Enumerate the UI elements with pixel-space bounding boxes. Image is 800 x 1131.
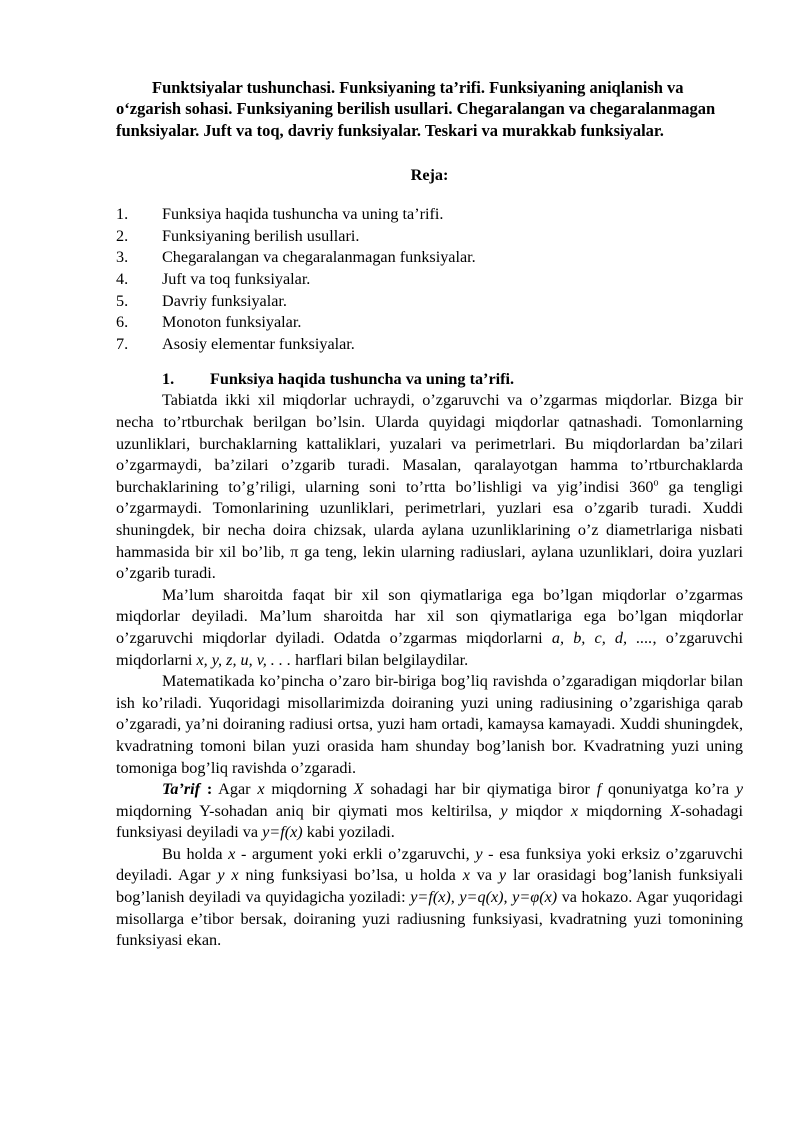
section-number: 1. xyxy=(162,369,175,388)
math-symbol: x xyxy=(257,780,265,799)
math-formula: y=f(x), y=q(x), y=φ(x) xyxy=(410,888,558,907)
plan-list xyxy=(116,204,743,356)
text-run: ning funksiyasi bo’lsa, u holda xyxy=(238,866,463,885)
list-item-text: Monoton funksiyalar. xyxy=(162,313,302,332)
math-symbol: x xyxy=(231,866,239,885)
text-run: ga tengligi o’zgarmaydi. Tomonlarining uzunliklari, perimetrlari, yuzlari esa o’zgarib turadi. Xuddi shuningdek, bir necha doira chizsak, ularda aylana uzunliklarining o’z diametrlariga nisbati hammasida bir xil bo’lib, π ga teng, lekin ularning radiuslari, aylana uzunliklari, doira yuzlari o’zgarib turadi. xyxy=(116,477,743,583)
variables-symbols: x, y, z, u, v, . . . xyxy=(196,650,292,669)
text-run: : xyxy=(200,780,213,799)
plan-heading: Reja: xyxy=(410,165,449,184)
paragraph-definition xyxy=(116,779,743,844)
list-item xyxy=(116,291,743,313)
text-run: miqdor xyxy=(507,801,571,820)
list-item-text: Funksiyaning berilish usullari. xyxy=(162,226,360,245)
math-symbol: y xyxy=(500,801,508,820)
text-run: Agar xyxy=(212,780,258,799)
math-symbol: y xyxy=(498,866,507,885)
section-heading xyxy=(116,369,743,391)
list-item-text: Juft va toq funksiyalar. xyxy=(162,270,311,288)
list-item xyxy=(116,312,743,334)
list-item-text: Asosiy elementar funksiyalar. xyxy=(162,335,355,354)
text-run: -sohadagi funksiyasi deyiladi va xyxy=(116,801,744,842)
text-run: Tabiatda ikki xil miqdorlar uchraydi, o’zgaruvchi va o’zgarmas miqdorlar. Bizga bir necha to’rtburchak berilgan bo’lsin. Ularda quyidagi miqdorlar qatnashadi. Tomonlarning uzunliklari, burchaklarning kattaliklari, yuzalari va perimetrlari. Bu miqdorlardan ba’zilari o’zgarmaydi, ba’zilari o’zgarib turadi. Masalan, qaralayotgan hamma to’rtburchaklarda burchaklarining to’g’riligi, ularning soni to’rtta bo’lishligi va yig’indisi 360 xyxy=(116,391,743,496)
list-item xyxy=(116,204,743,226)
text-run: kabi yoziladi. xyxy=(302,823,395,842)
text-run: va xyxy=(469,866,499,885)
document-title: Funktsiyalar tushunchasi. Funksiyaning ta’rifi. Funksiyaning aniqlanish va o‘zgarish sohasi. Funksiyaning berilish usullari. Chegaralangan va chegaralanmagan funksiyalar. Juft va toq, davriy funksiyalar. Teskari va murakkab funksiyalar. xyxy=(116,78,716,140)
list-item-number: 2. xyxy=(116,226,129,245)
list-item xyxy=(116,334,743,356)
text-run: miqdorning xyxy=(264,780,354,799)
math-symbol: y xyxy=(217,866,225,885)
math-symbol: f xyxy=(596,780,602,799)
list-item-number: 5. xyxy=(116,291,129,310)
list-item-number: 6. xyxy=(116,313,129,332)
list-item-number: 7. xyxy=(116,335,129,354)
text-run: qonuniyatga ko’ra xyxy=(601,780,736,799)
paragraph-argument-function xyxy=(116,844,743,952)
math-formula: y=f(x) xyxy=(262,823,303,842)
list-item xyxy=(116,226,743,248)
math-symbol: x xyxy=(228,844,236,863)
math-symbol: X xyxy=(670,801,681,820)
degree-mark: o xyxy=(653,477,659,489)
text-run: Ma’lum sharoitda faqat bir xil son qiymatlariga ega bo’lgan miqdorlar o’zgarmas miqdorlar deyiladi. Ma’lum sharoitda har xil son qiymatlariga ega bo’lgan miqdorlar o’zgaruvchi miqdorlar dyiladi. Odatda o’zgarmas miqdorlarni xyxy=(116,585,743,647)
list-item-number: 3. xyxy=(116,248,129,267)
list-item-number: 1. xyxy=(116,204,129,223)
math-symbol: y xyxy=(475,844,483,863)
constants-symbols: a, b, c, d, .... xyxy=(551,628,653,647)
list-item xyxy=(116,247,743,269)
math-symbol: x xyxy=(570,801,579,820)
list-item-number: 4. xyxy=(116,270,129,288)
text-run: harflari bilan belgilaydilar. xyxy=(291,650,469,669)
math-symbol: x xyxy=(462,866,470,885)
text-run: - esa funksiya yoki erksiz o’zgaruvchi deyiladi. Agar xyxy=(116,844,743,885)
list-item xyxy=(116,269,743,291)
math-symbol: y xyxy=(735,780,743,799)
text-run: va hokazo. Agar yuqoridagi misollarga e’tibor bersak, doiraning yuzi radiusning funksiyasi, kvadratning yuzi tomonining funksiyasi ekan. xyxy=(116,888,743,950)
list-item-text: Funksiya haqida tushuncha va uning ta’rifi. xyxy=(162,204,444,223)
text-run: - argument yoki erkli o’zgaruvchi, xyxy=(235,844,476,863)
text-run: sohadagi har bir qiymatiga biror xyxy=(363,780,597,799)
document-page xyxy=(116,77,743,952)
text-run: lar orasidagi bog’lanish funksiyali bog’lanish deyiladi va quyidagicha yoziladi: xyxy=(116,866,744,907)
paragraph-quantities xyxy=(116,390,743,584)
section-title: Funksiya haqida tushuncha va uning ta’rifi. xyxy=(210,369,515,388)
text-run: miqdorning Y-sohadan aniq bir qiymati mos keltirilsa, xyxy=(116,801,501,820)
text-run: miqdorning xyxy=(578,801,671,820)
paragraph-dependence: Matematikada ko’pincha o’zaro bir-biriga bog’liq ravishda o’zgaradigan miqdorlar bilan ish ko’riladi. Yuqoridagi misollarimizda doiraning yuzi uning radiusining o’zgarishiga qarab o’zgaradi, ya’ni doiraning radiusi ortsa, yuzi ham ortadi, kamaysa kamayadi. Xuddi shuningdek, kvadratning tomoni bilan yuzi orasida ham shunday bog’lanish bor. Kvadratning yuzi uning tomoniga bog’liq ravishda o’zgaradi. xyxy=(116,672,743,777)
list-item-text: Chegaralangan va chegaralanmagan funksiyalar. xyxy=(162,248,476,267)
paragraph-constants-variables xyxy=(116,585,743,671)
list-item-text: Davriy funksiyalar. xyxy=(162,291,287,310)
math-symbol: X xyxy=(353,780,364,799)
definition-label: Ta’rif xyxy=(162,780,201,799)
text-run: Bu holda xyxy=(162,844,229,863)
text-run: , o’zgaruvchi miqdorlarni xyxy=(116,628,743,669)
